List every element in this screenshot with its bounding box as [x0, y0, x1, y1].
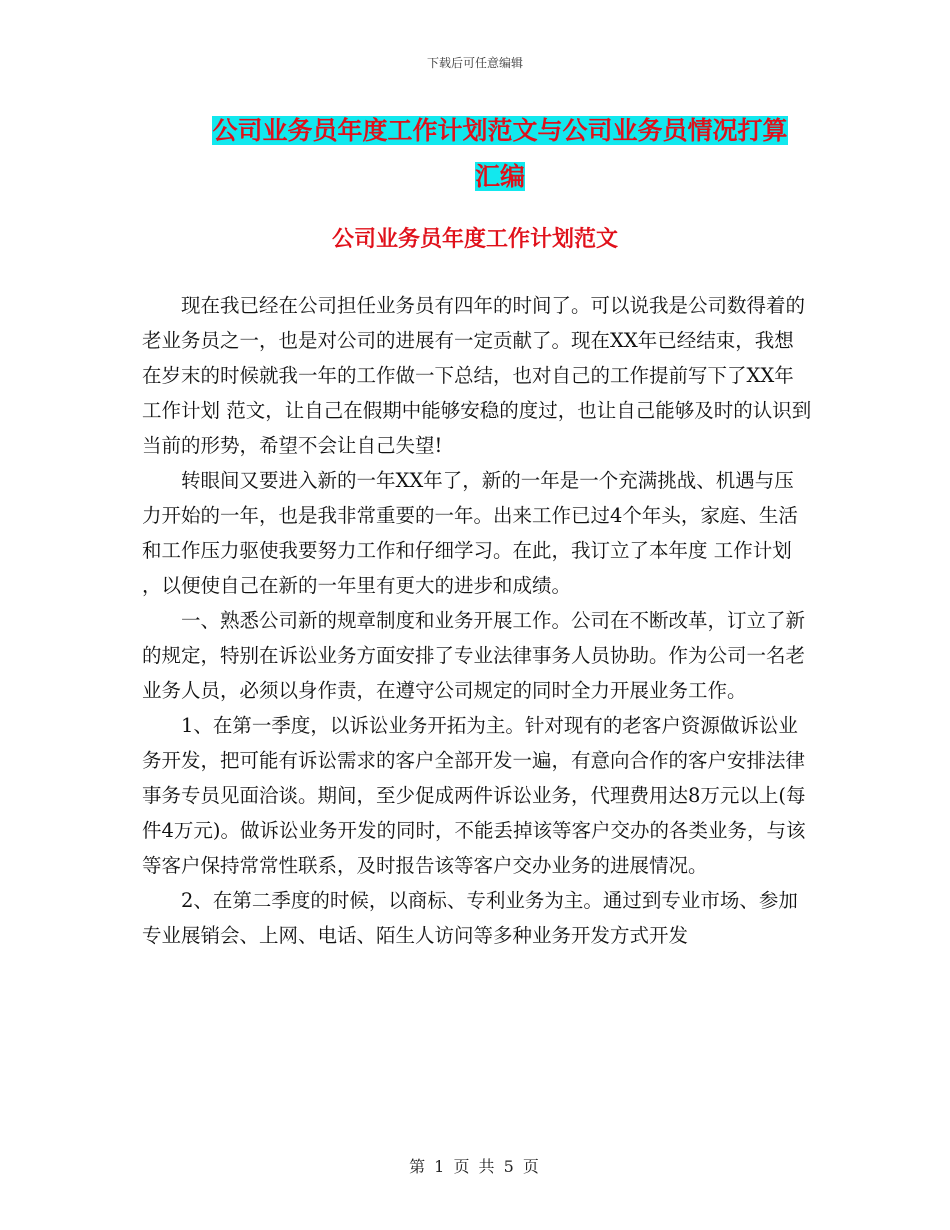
paragraph-3: 一、熟悉公司新的规章制度和业务开展工作。公司在不断改革，订立了新的规定，特别在诉讼业务方面安排了专业法律事务人员协助。作为公司一名老业务人员，必须以身作责，在遵守公司规定的同时全力开展业务工作。 — [142, 609, 806, 702]
header-note: 下载后可任意编辑 — [426, 56, 523, 70]
main-title — [160, 108, 840, 200]
main-title-line-1: 公司业务员年度工作计划范文与公司业务员情况打算 — [212, 116, 788, 145]
paragraph-1: 现在我已经在公司担任业务员有四年的时间了。可以说我是公司数得着的老业务员之一，也是对公司的进展有一定贡献了。现在XX年已经结束，我想在岁末的时候就我一年的工作做一下总结，也对自己的工作提前写下了XX年 工作计划 范文，让自己在假期中能够安稳的度过，也让自己能够及时的认识到当前的形势，希望不会让自己失望! — [142, 294, 812, 457]
body-text — [142, 288, 812, 953]
paragraph-4: 1、在第一季度，以诉讼业务开拓为主。针对现有的老客户资源做诉讼业务开发，把可能有诉讼需求的客户全部开发一遍，有意向合作的客户安排法律事务专员见面洽谈。期间，至少促成两件诉讼业务，代理费用达8万元以上(每件4万元)。做诉讼业务开发的同时，不能丢掉该等客户交办的各类业务，与该等客户保持常常性联系，及时报告该等客户交办业务的进展情况。 — [142, 714, 806, 877]
page-footer: 第 1 页 共 5 页 — [409, 1157, 541, 1176]
paragraph-5: 2、在第二季度的时候，以商标、专利业务为主。通过到专业市场、参加专业展销会、上网、电话、陌生人访问等多种业务开发方式开发 — [142, 889, 798, 947]
section-title: 公司业务员年度工作计划范文 — [331, 227, 618, 252]
paragraph-2: 转眼间又要进入新的一年XX年了，新的一年是一个充满挑战、机遇与压力开始的一年，也是我非常重要的一年。出来工作已过4个年头，家庭、生活和工作压力驱使我要努力工作和仔细学习。在此，我订立了本年度 工作计划 ，以便使自己在新的一年里有更大的进步和成绩。 — [142, 469, 798, 597]
main-title-line-2: 汇编 — [474, 162, 525, 191]
